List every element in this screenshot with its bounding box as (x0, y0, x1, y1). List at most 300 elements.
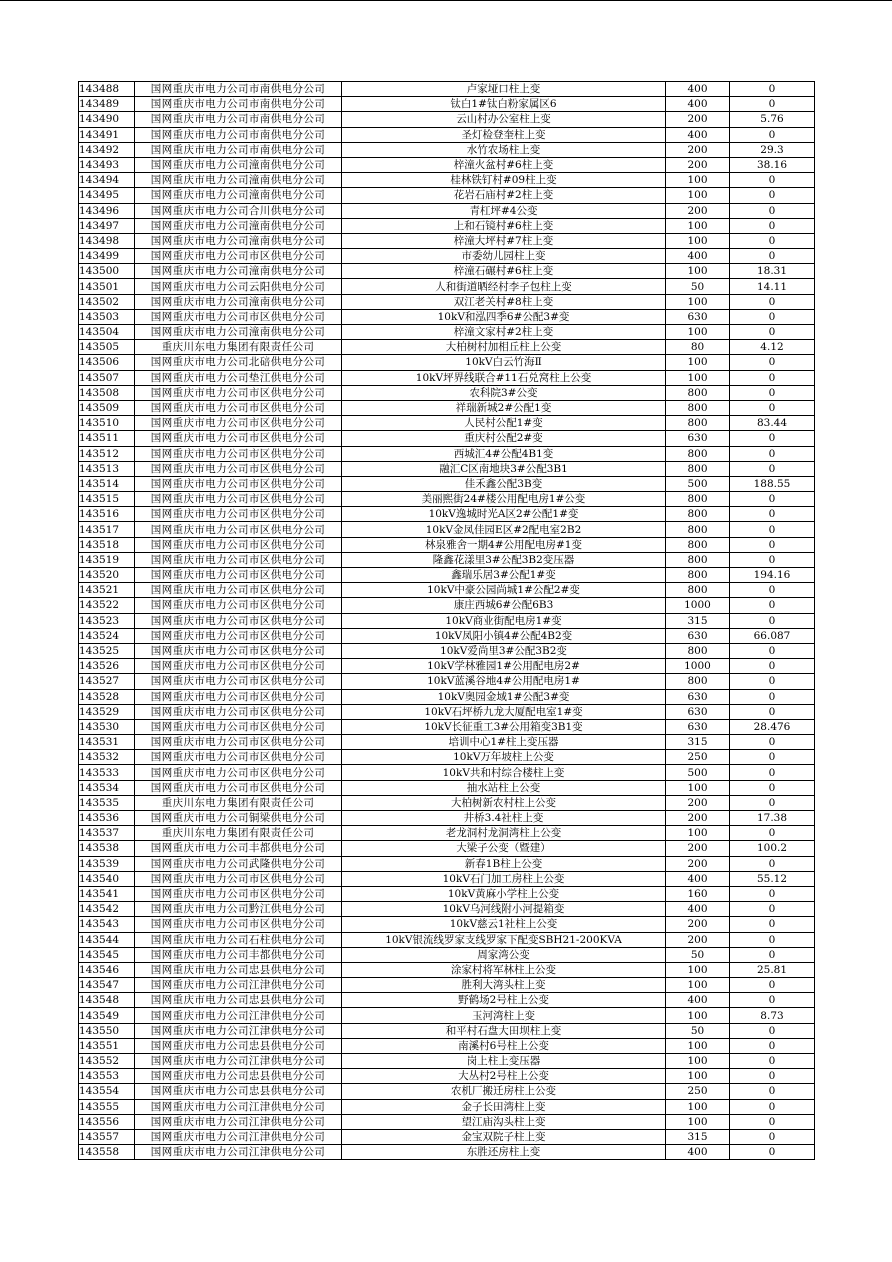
capacity-cell: 250 (666, 750, 730, 765)
value-cell: 0 (730, 1054, 815, 1069)
transformer-name-cell: 10kV学林雅园1#公用配电房2# (342, 659, 666, 674)
transformer-name-cell: 10kV奥园金域1#公配3#变 (342, 689, 666, 704)
company-cell: 国网重庆市电力公司江津供电分公司 (135, 1023, 342, 1038)
table-row (79, 218, 815, 233)
transformer-name-cell: 井桥3.4社柱上变 (342, 811, 666, 826)
value-cell: 0 (730, 82, 815, 97)
capacity-cell: 800 (666, 446, 730, 461)
transformer-name-cell: 青杠坪#4公变 (342, 203, 666, 218)
capacity-cell: 800 (666, 385, 730, 400)
table-row (79, 841, 815, 856)
company-cell: 国网重庆市电力公司市南供电分公司 (135, 127, 342, 142)
value-cell: 0 (730, 704, 815, 719)
row-id-cell: 143496 (79, 203, 135, 218)
company-cell: 国网重庆市电力公司市区供电分公司 (135, 446, 342, 461)
value-cell: 0 (730, 431, 815, 446)
capacity-cell: 400 (666, 249, 730, 264)
row-id-cell: 143499 (79, 249, 135, 264)
capacity-cell: 800 (666, 461, 730, 476)
capacity-cell: 800 (666, 522, 730, 537)
transformer-name-cell: 岗上柱上变压器 (342, 1054, 666, 1069)
row-id-cell: 143550 (79, 1023, 135, 1038)
transformer-name-cell: 人民村公配1#变 (342, 416, 666, 431)
company-cell: 国网重庆市电力公司潼南供电分公司 (135, 157, 342, 172)
company-cell: 国网重庆市电力公司市区供电分公司 (135, 704, 342, 719)
table-row (79, 431, 815, 446)
capacity-cell: 200 (666, 841, 730, 856)
table-row (79, 157, 815, 172)
table-row (79, 826, 815, 841)
capacity-cell: 100 (666, 826, 730, 841)
capacity-cell: 100 (666, 264, 730, 279)
company-cell: 国网重庆市电力公司市区供电分公司 (135, 416, 342, 431)
capacity-cell: 200 (666, 112, 730, 127)
capacity-cell: 160 (666, 886, 730, 901)
value-cell: 55.12 (730, 871, 815, 886)
table-row (79, 856, 815, 871)
value-cell: 0 (730, 309, 815, 324)
company-cell: 国网重庆市电力公司江津供电分公司 (135, 978, 342, 993)
transformer-name-cell: 隆鑫花漾里3#公配3B2变压器 (342, 552, 666, 567)
table-row (79, 1008, 815, 1023)
table-row (79, 188, 815, 203)
value-cell: 0 (730, 643, 815, 658)
capacity-cell: 100 (666, 355, 730, 370)
transformer-name-cell: 农机厂搬迁房柱上公变 (342, 1084, 666, 1099)
value-cell: 4.12 (730, 340, 815, 355)
company-cell: 国网重庆市电力公司市南供电分公司 (135, 97, 342, 112)
table-row (79, 917, 815, 932)
transformer-name-cell: 上和石镜村#6柱上变 (342, 218, 666, 233)
transformer-name-cell: 10kV逸城时光A区2#公配1#变 (342, 507, 666, 522)
transformer-name-cell: 培训中心1#柱上变压器 (342, 735, 666, 750)
transformer-name-cell: 周家湾公变 (342, 947, 666, 962)
table-row (79, 735, 815, 750)
row-id-cell: 143540 (79, 871, 135, 886)
company-cell: 国网重庆市电力公司潼南供电分公司 (135, 325, 342, 340)
table-row (79, 476, 815, 491)
company-cell: 国网重庆市电力公司垫江供电分公司 (135, 370, 342, 385)
row-id-cell: 143492 (79, 142, 135, 157)
row-id-cell: 143549 (79, 1008, 135, 1023)
capacity-cell: 630 (666, 719, 730, 734)
value-cell: 0 (730, 370, 815, 385)
value-cell: 8.73 (730, 1008, 815, 1023)
transformer-name-cell: 水竹农场柱上变 (342, 142, 666, 157)
capacity-cell: 100 (666, 1008, 730, 1023)
capacity-cell: 100 (666, 233, 730, 248)
row-id-cell: 143507 (79, 370, 135, 385)
transformer-name-cell: 10kV白云竹海Ⅱ (342, 355, 666, 370)
transformer-name-cell: 胜利大湾头柱上变 (342, 978, 666, 993)
row-id-cell: 143488 (79, 82, 135, 97)
value-cell: 0 (730, 978, 815, 993)
transformer-name-cell: 望江庙沟头柱上变 (342, 1114, 666, 1129)
company-cell: 国网重庆市电力公司市南供电分公司 (135, 82, 342, 97)
table-row (79, 340, 815, 355)
transformer-name-cell: 大丛村2号柱上公变 (342, 1069, 666, 1084)
transformer-name-cell: 玉河湾柱上变 (342, 1008, 666, 1023)
company-cell: 国网重庆市电力公司潼南供电分公司 (135, 173, 342, 188)
row-id-cell: 143545 (79, 947, 135, 962)
company-cell: 国网重庆市电力公司市区供电分公司 (135, 400, 342, 415)
table-row (79, 659, 815, 674)
table-row (79, 127, 815, 142)
transformer-name-cell: 大柏树新农村柱上公变 (342, 795, 666, 810)
value-cell: 0 (730, 203, 815, 218)
value-cell: 0 (730, 552, 815, 567)
value-cell: 66.087 (730, 628, 815, 643)
table-row (79, 173, 815, 188)
table-row (79, 97, 815, 112)
value-cell: 5.76 (730, 112, 815, 127)
value-cell: 14.11 (730, 279, 815, 294)
table-row (79, 446, 815, 461)
table-row (79, 309, 815, 324)
transformer-name-cell: 市委幼儿园柱上变 (342, 249, 666, 264)
row-id-cell: 143505 (79, 340, 135, 355)
transformer-name-cell: 10kV蓝溪谷地4#公用配电房1# (342, 674, 666, 689)
company-cell: 国网重庆市电力公司潼南供电分公司 (135, 233, 342, 248)
row-id-cell: 143515 (79, 492, 135, 507)
value-cell: 0 (730, 1099, 815, 1114)
company-cell: 国网重庆市电力公司潼南供电分公司 (135, 218, 342, 233)
company-cell: 国网重庆市电力公司北碚供电分公司 (135, 355, 342, 370)
table-row (79, 1114, 815, 1129)
value-cell: 194.16 (730, 568, 815, 583)
transformer-name-cell: 10kV商业街配电房1#变 (342, 613, 666, 628)
row-id-cell: 143495 (79, 188, 135, 203)
row-id-cell: 143501 (79, 279, 135, 294)
company-cell: 国网重庆市电力公司铜梁供电分公司 (135, 811, 342, 826)
table-row (79, 1129, 815, 1144)
table-body (79, 82, 815, 1160)
table-row (79, 962, 815, 977)
transformer-name-cell: 梓潼石碾村#6柱上变 (342, 264, 666, 279)
transformer-name-cell: 新春1B柱上公变 (342, 856, 666, 871)
row-id-cell: 143556 (79, 1114, 135, 1129)
company-cell: 国网重庆市电力公司江津供电分公司 (135, 1099, 342, 1114)
row-id-cell: 143546 (79, 962, 135, 977)
row-id-cell: 143554 (79, 1084, 135, 1099)
table-row (79, 780, 815, 795)
table-row (79, 203, 815, 218)
table-row (79, 142, 815, 157)
company-cell: 国网重庆市电力公司市区供电分公司 (135, 628, 342, 643)
table-row (79, 233, 815, 248)
table-row (79, 704, 815, 719)
capacity-cell: 315 (666, 1129, 730, 1144)
table-row (79, 978, 815, 993)
transformer-name-cell: 卢家垭口柱上变 (342, 82, 666, 97)
value-cell: 0 (730, 173, 815, 188)
capacity-cell: 400 (666, 871, 730, 886)
row-id-cell: 143510 (79, 416, 135, 431)
row-id-cell: 143548 (79, 993, 135, 1008)
capacity-cell: 800 (666, 568, 730, 583)
transformer-name-cell: 野鹤场2号柱上公变 (342, 993, 666, 1008)
company-cell: 国网重庆市电力公司市区供电分公司 (135, 765, 342, 780)
row-id-cell: 143508 (79, 385, 135, 400)
table-row (79, 82, 815, 97)
capacity-cell: 50 (666, 1023, 730, 1038)
value-cell: 0 (730, 400, 815, 415)
company-cell: 国网重庆市电力公司市区供电分公司 (135, 613, 342, 628)
capacity-cell: 400 (666, 127, 730, 142)
capacity-cell: 200 (666, 795, 730, 810)
table-row (79, 765, 815, 780)
row-id-cell: 143558 (79, 1145, 135, 1160)
capacity-cell: 400 (666, 902, 730, 917)
company-cell: 国网重庆市电力公司潼南供电分公司 (135, 294, 342, 309)
table-row (79, 537, 815, 552)
capacity-cell: 100 (666, 1054, 730, 1069)
value-cell: 0 (730, 917, 815, 932)
capacity-cell: 400 (666, 82, 730, 97)
row-id-cell: 143555 (79, 1099, 135, 1114)
company-cell: 重庆川东电力集团有限责任公司 (135, 340, 342, 355)
row-id-cell: 143547 (79, 978, 135, 993)
value-cell: 17.38 (730, 811, 815, 826)
row-id-cell: 143521 (79, 583, 135, 598)
company-cell: 国网重庆市电力公司市区供电分公司 (135, 750, 342, 765)
table-row (79, 902, 815, 917)
capacity-cell: 250 (666, 1084, 730, 1099)
transformer-name-cell: 东胜还房柱上变 (342, 1145, 666, 1160)
value-cell: 0 (730, 795, 815, 810)
company-cell: 国网重庆市电力公司云阳供电分公司 (135, 279, 342, 294)
top-rule (0, 0, 892, 1)
transformer-name-cell: 祥瑞新城2#公配1变 (342, 400, 666, 415)
table-row (79, 507, 815, 522)
capacity-cell: 100 (666, 1114, 730, 1129)
capacity-cell: 800 (666, 583, 730, 598)
company-cell: 国网重庆市电力公司市区供电分公司 (135, 674, 342, 689)
capacity-cell: 80 (666, 340, 730, 355)
row-id-cell: 143494 (79, 173, 135, 188)
company-cell: 重庆川东电力集团有限责任公司 (135, 795, 342, 810)
company-cell: 国网重庆市电力公司江津供电分公司 (135, 1145, 342, 1160)
capacity-cell: 200 (666, 856, 730, 871)
table-row (79, 370, 815, 385)
capacity-cell: 400 (666, 1145, 730, 1160)
transformer-name-cell: 圣灯检登奎柱上变 (342, 127, 666, 142)
value-cell: 0 (730, 1114, 815, 1129)
company-cell: 国网重庆市电力公司潼南供电分公司 (135, 264, 342, 279)
table-row (79, 492, 815, 507)
company-cell: 国网重庆市电力公司市区供电分公司 (135, 598, 342, 613)
transformer-name-cell: 10kV中豪公园尚城1#公配2#变 (342, 583, 666, 598)
table-row (79, 461, 815, 476)
transformer-name-cell: 云山村办公室柱上变 (342, 112, 666, 127)
transformer-name-cell: 桂林铁钉村#09柱上变 (342, 173, 666, 188)
company-cell: 国网重庆市电力公司丰都供电分公司 (135, 947, 342, 962)
transformer-name-cell: 南溪村6号柱上公变 (342, 1038, 666, 1053)
transformer-name-cell: 融汇C区南地块3#公配3B1 (342, 461, 666, 476)
table-row (79, 628, 815, 643)
value-cell: 0 (730, 659, 815, 674)
row-id-cell: 143506 (79, 355, 135, 370)
value-cell: 0 (730, 598, 815, 613)
transformer-name-cell: 10kV石坪桥九龙大厦配电室1#变 (342, 704, 666, 719)
capacity-cell: 800 (666, 400, 730, 415)
transformer-name-cell: 10kV长征重工3#公用箱变3B1变 (342, 719, 666, 734)
transformer-name-cell: 西城汇4#公配4B1变 (342, 446, 666, 461)
transformer-name-cell: 10kV乌河线附小河提箱变 (342, 902, 666, 917)
value-cell: 0 (730, 218, 815, 233)
transformer-name-cell: 涂家村将军林柱上公变 (342, 962, 666, 977)
row-id-cell: 143537 (79, 826, 135, 841)
row-id-cell: 143543 (79, 917, 135, 932)
row-id-cell: 143530 (79, 719, 135, 734)
row-id-cell: 143541 (79, 886, 135, 901)
capacity-cell: 100 (666, 188, 730, 203)
row-id-cell: 143531 (79, 735, 135, 750)
capacity-cell: 100 (666, 218, 730, 233)
transformer-name-cell: 双江老关村#8柱上变 (342, 294, 666, 309)
transformer-name-cell: 老龙洞村龙洞湾柱上公变 (342, 826, 666, 841)
row-id-cell: 143525 (79, 643, 135, 658)
value-cell: 0 (730, 294, 815, 309)
row-id-cell: 143535 (79, 795, 135, 810)
row-id-cell: 143532 (79, 750, 135, 765)
transformer-name-cell: 佳禾鑫公配3B变 (342, 476, 666, 491)
value-cell: 0 (730, 826, 815, 841)
company-cell: 国网重庆市电力公司丰都供电分公司 (135, 841, 342, 856)
capacity-cell: 315 (666, 613, 730, 628)
company-cell: 国网重庆市电力公司忠县供电分公司 (135, 1038, 342, 1053)
company-cell: 国网重庆市电力公司石柱供电分公司 (135, 932, 342, 947)
value-cell: 0 (730, 765, 815, 780)
transformer-name-cell: 抽水站柱上公变 (342, 780, 666, 795)
company-cell: 国网重庆市电力公司忠县供电分公司 (135, 993, 342, 1008)
row-id-cell: 143513 (79, 461, 135, 476)
row-id-cell: 143528 (79, 689, 135, 704)
value-cell: 0 (730, 233, 815, 248)
capacity-cell: 800 (666, 674, 730, 689)
company-cell: 国网重庆市电力公司市区供电分公司 (135, 552, 342, 567)
company-cell: 国网重庆市电力公司市区供电分公司 (135, 385, 342, 400)
capacity-cell: 100 (666, 1069, 730, 1084)
table-row (79, 264, 815, 279)
capacity-cell: 500 (666, 765, 730, 780)
company-cell: 国网重庆市电力公司市区供电分公司 (135, 522, 342, 537)
transformer-name-cell: 花岩石庙村#2柱上变 (342, 188, 666, 203)
row-id-cell: 143557 (79, 1129, 135, 1144)
row-id-cell: 143553 (79, 1069, 135, 1084)
table-row (79, 385, 815, 400)
row-id-cell: 143493 (79, 157, 135, 172)
transformer-name-cell: 梓潼文家村#2柱上变 (342, 325, 666, 340)
capacity-cell: 100 (666, 962, 730, 977)
transformer-name-cell: 金子长田湾柱上变 (342, 1099, 666, 1114)
row-id-cell: 143491 (79, 127, 135, 142)
transformer-name-cell: 金宝双院子柱上变 (342, 1129, 666, 1144)
value-cell: 0 (730, 932, 815, 947)
row-id-cell: 143551 (79, 1038, 135, 1053)
transformer-name-cell: 和平村石盘大田坝柱上变 (342, 1023, 666, 1038)
value-cell: 0 (730, 856, 815, 871)
value-cell: 0 (730, 780, 815, 795)
value-cell: 0 (730, 522, 815, 537)
company-cell: 国网重庆市电力公司市区供电分公司 (135, 917, 342, 932)
company-cell: 国网重庆市电力公司市区供电分公司 (135, 643, 342, 658)
value-cell: 0 (730, 583, 815, 598)
transformer-name-cell: 10kV金凤佳园E区#2配电室2B2 (342, 522, 666, 537)
row-id-cell: 143512 (79, 446, 135, 461)
row-id-cell: 143524 (79, 628, 135, 643)
table-row (79, 1054, 815, 1069)
company-cell: 国网重庆市电力公司市区供电分公司 (135, 309, 342, 324)
table-row (79, 1023, 815, 1038)
value-cell: 0 (730, 249, 815, 264)
row-id-cell: 143490 (79, 112, 135, 127)
transformer-name-cell: 10kV慈云1社柱上公变 (342, 917, 666, 932)
transformer-name-cell: 林泉雅舍一期4#公用配电房#1变 (342, 537, 666, 552)
value-cell: 0 (730, 993, 815, 1008)
transformer-name-cell: 康庄西城6#公配6B3 (342, 598, 666, 613)
value-cell: 0 (730, 886, 815, 901)
company-cell: 国网重庆市电力公司市南供电分公司 (135, 112, 342, 127)
capacity-cell: 200 (666, 203, 730, 218)
company-cell: 国网重庆市电力公司市区供电分公司 (135, 719, 342, 734)
value-cell: 0 (730, 1038, 815, 1053)
transformer-name-cell: 10kV坪界线联合#11石兑窝柱上公变 (342, 370, 666, 385)
transformer-name-cell: 鑫瑞乐居3#公配1#变 (342, 568, 666, 583)
capacity-cell: 630 (666, 628, 730, 643)
table-row (79, 795, 815, 810)
value-cell: 0 (730, 674, 815, 689)
company-cell: 国网重庆市电力公司武隆供电分公司 (135, 856, 342, 871)
capacity-cell: 100 (666, 173, 730, 188)
capacity-cell: 200 (666, 932, 730, 947)
transformer-name-cell: 10kV共和村综合楼柱上变 (342, 765, 666, 780)
company-cell: 国网重庆市电力公司市区供电分公司 (135, 249, 342, 264)
capacity-cell: 200 (666, 917, 730, 932)
capacity-cell: 630 (666, 704, 730, 719)
transformer-name-cell: 人和街道晒经村李子包柱上变 (342, 279, 666, 294)
capacity-cell: 800 (666, 416, 730, 431)
value-cell: 0 (730, 325, 815, 340)
capacity-cell: 800 (666, 492, 730, 507)
company-cell: 国网重庆市电力公司市区供电分公司 (135, 583, 342, 598)
value-cell: 188.55 (730, 476, 815, 491)
capacity-cell: 100 (666, 1038, 730, 1053)
row-id-cell: 143517 (79, 522, 135, 537)
company-cell: 国网重庆市电力公司市区供电分公司 (135, 537, 342, 552)
transformer-name-cell: 10kV黄麻小学柱上公变 (342, 886, 666, 901)
table-row (79, 598, 815, 613)
value-cell: 0 (730, 1069, 815, 1084)
company-cell: 国网重庆市电力公司黔江供电分公司 (135, 902, 342, 917)
table-row (79, 522, 815, 537)
row-id-cell: 143538 (79, 841, 135, 856)
value-cell: 0 (730, 507, 815, 522)
company-cell: 国网重庆市电力公司市区供电分公司 (135, 735, 342, 750)
table-row (79, 294, 815, 309)
company-cell: 国网重庆市电力公司市区供电分公司 (135, 507, 342, 522)
row-id-cell: 143511 (79, 431, 135, 446)
table-row (79, 1038, 815, 1053)
table-row (79, 416, 815, 431)
transformer-name-cell: 梓潼火盆村#6柱上变 (342, 157, 666, 172)
row-id-cell: 143503 (79, 309, 135, 324)
row-id-cell: 143504 (79, 325, 135, 340)
transformer-name-cell: 农科院3#公变 (342, 385, 666, 400)
transformer-table (78, 81, 815, 1160)
row-id-cell: 143502 (79, 294, 135, 309)
table-row (79, 613, 815, 628)
